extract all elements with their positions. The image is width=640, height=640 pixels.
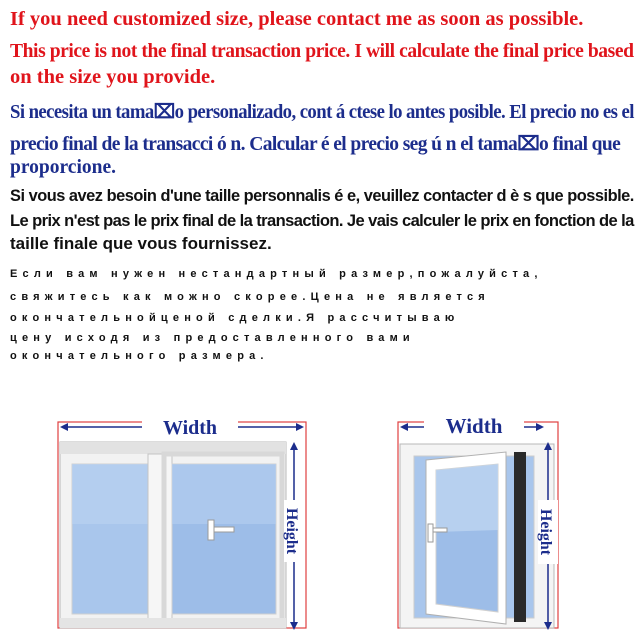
english-line-3: on the size you provide. bbox=[10, 66, 216, 88]
width-arrow bbox=[60, 416, 304, 439]
russian-line-3: окончательнойценой сделки.Я рассчитываю bbox=[10, 312, 460, 324]
french-line-1: Si vous avez besoin d'une taille personnalis é e, veuillez contacter d è s que possible. bbox=[10, 186, 634, 205]
russian-line-1: Если вам нужен нестандартный размер,пожалуйста, bbox=[10, 268, 543, 280]
height-label: Height bbox=[283, 507, 300, 555]
french-line-3: taille finale que vous fournissez. bbox=[10, 234, 272, 253]
english-line-2: This price is not the final transaction price. I will calculate the final price based bbox=[10, 40, 634, 62]
width-arrow bbox=[400, 414, 544, 438]
english-line-1: If you need customized size, please contact me as soon as possible. bbox=[10, 8, 584, 30]
casement-window-diagram bbox=[380, 400, 580, 632]
spanish-line-3: proporcione. bbox=[10, 157, 116, 178]
french-line-2: Le prix n'est pas le prix final de la transaction. Je vais calculer le prix en fonction de la bbox=[10, 211, 634, 230]
width-label: Width bbox=[445, 414, 503, 438]
sliding-window-icon bbox=[58, 422, 306, 628]
russian-line-2: свяжитесь как можно скорее.Цена не является bbox=[10, 291, 490, 303]
russian-line-4: цену исходя из предоставленного вами bbox=[10, 332, 415, 344]
spanish-line-2: precio final de la transacci ó n. Calcular é el precio seg ú n el tama⌧o final que bbox=[10, 134, 621, 155]
spanish-line-1: Si necesita un tama⌧o personalizado, cont á ctese lo antes posible. El precio no es el bbox=[10, 102, 634, 123]
casement-window-icon bbox=[398, 422, 558, 628]
width-label: Width bbox=[162, 417, 218, 439]
russian-line-5: окончательного размера. bbox=[10, 350, 269, 362]
sliding-window-diagram bbox=[40, 400, 330, 632]
height-label: Height bbox=[537, 508, 554, 556]
